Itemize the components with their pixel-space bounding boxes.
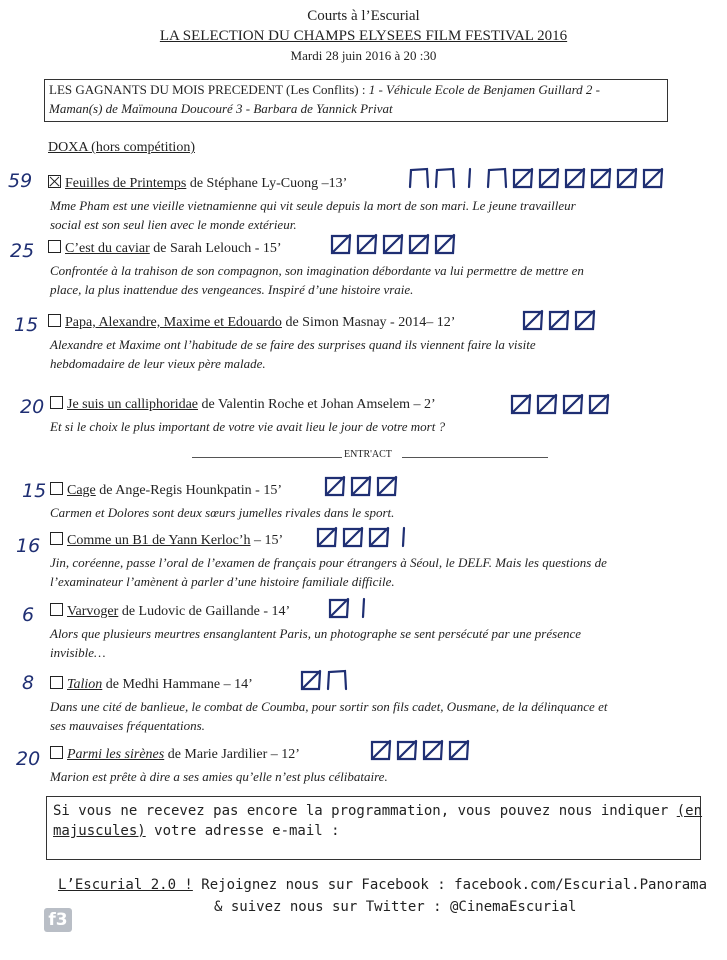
tally-mark	[420, 738, 446, 762]
film-entry	[0, 668, 727, 738]
film-description-line-1: Jin, coréenne, passe l’oral de l’examen de français pour étrangers à Séoul, le DELF. Mais les questions de	[50, 555, 607, 570]
facebook-text: Rejoignez nous sur Facebook : facebook.com/Escurial.Panorama	[192, 877, 708, 893]
vote-checkbox[interactable]	[50, 532, 63, 545]
vote-checkbox[interactable]	[50, 482, 63, 495]
film-description-line-2: hebdomadaire de leur vieux père malade.	[50, 356, 266, 371]
tally-mark	[484, 166, 510, 190]
film-title: C’est du caviar	[65, 241, 150, 256]
film-credit: de Stéphane Ly-Cuong –13’	[186, 176, 348, 191]
tally-mark	[322, 474, 348, 498]
film-title: Talion	[67, 677, 103, 692]
tally-mark	[432, 232, 458, 256]
venue-title: Courts à l’Escurial	[307, 8, 420, 24]
film-credit: de Sarah Lelouch - 15’	[149, 241, 282, 256]
tally-mark	[392, 525, 418, 549]
film-credit: de Ange-Regis Hounkpatin - 15’	[95, 483, 283, 498]
film-description-line-1: Alexandre et Maxime ont l’habitude de se faire des surprises quand ils viennent faire la visite	[50, 337, 536, 352]
tally-mark	[508, 392, 534, 416]
tally-mark	[546, 308, 572, 332]
tally-mark	[458, 166, 484, 190]
tally-mark	[572, 308, 598, 332]
film-description-line-1: Confrontée à la trahison de son compagnon, son imagination débordante va lui permettre de mettre en	[50, 263, 584, 278]
tally-mark	[340, 525, 366, 549]
tally-marks	[368, 738, 472, 762]
tally-marks	[314, 525, 418, 549]
winners-line-1: 1 - Véhicule Ecole de Benjamen Guillard 2 -	[368, 82, 600, 97]
film-title: Papa, Alexandre, Maxime et Edouardo	[65, 315, 282, 330]
tally-mark	[586, 392, 612, 416]
winners-box	[44, 79, 668, 122]
tally-mark	[326, 596, 352, 620]
film-description-line-1: Alors que plusieurs meurtres ensanglantent Paris, un photographe se sent persécuté par une présence	[50, 626, 582, 641]
film-entry	[0, 472, 727, 522]
film-entry	[0, 738, 727, 788]
doxa-section-title: DOXA (hors compétition)	[48, 140, 195, 155]
tally-mark	[352, 596, 378, 620]
tally-mark	[328, 232, 354, 256]
film-description-line-2: l’examinateur l’amènent à parler d’une histoire familiale difficile.	[50, 574, 395, 589]
email-request-text: Si vous ne recevez pas encore la programmation, vous pouvez nous indiquer	[53, 803, 677, 819]
screening-date: Mardi 28 juin 2016 à 20 :30	[290, 48, 437, 63]
film-title: Parmi les sirènes	[67, 747, 165, 762]
tally-mark	[432, 166, 458, 190]
film-credit: de Ludovic de Gaillande - 14’	[118, 604, 291, 619]
tally-mark	[406, 232, 432, 256]
tally-marks	[520, 308, 598, 332]
winners-line-2: Maman(s) de Maïmouna Doucouré 3 - Barbara de Yannick Privat	[49, 101, 393, 116]
handwritten-score: 20	[16, 748, 41, 770]
tally-marks	[508, 392, 612, 416]
film-credit: de Marie Jardilier – 12’	[164, 747, 300, 762]
tally-mark	[314, 525, 340, 549]
vote-checkbox[interactable]	[48, 175, 61, 188]
tally-mark	[640, 166, 666, 190]
divider-right	[402, 457, 548, 458]
intermission-label: ENTR'ACT	[344, 449, 392, 460]
film-description-line-1: Dans une cité de banlieue, le combat de Coumba, pour sortir son fils cadet, Ousmane, de la délinquance et	[50, 699, 608, 714]
film-entry	[0, 306, 727, 376]
film-entry	[0, 390, 727, 440]
winners-label: LES GAGNANTS DU MOIS PRECEDENT	[49, 82, 283, 97]
film-title: Cage	[67, 483, 96, 498]
film-description-line-2: ses mauvaises fréquentations.	[50, 718, 205, 733]
tally-mark	[298, 668, 324, 692]
handwritten-score: 6	[22, 604, 35, 626]
handwritten-score: 59	[8, 170, 33, 192]
tally-mark	[348, 474, 374, 498]
film-entry	[0, 230, 727, 300]
film-description-line-2: place, la plus inattendue des vengeances. Inspiré d’une histoire vraie.	[50, 282, 414, 297]
tally-mark	[536, 166, 562, 190]
email-request-box	[46, 796, 701, 860]
handwritten-score: 20	[20, 396, 45, 418]
film-entry	[0, 594, 727, 664]
tally-mark	[374, 474, 400, 498]
film-title: Comme un B1 de Yann Kerloc’h	[67, 533, 251, 548]
facebook-icon[interactable]: f3	[44, 908, 72, 932]
tally-mark	[324, 668, 350, 692]
vote-checkbox[interactable]	[48, 240, 61, 253]
tally-marks	[406, 166, 666, 190]
film-description-line-1: Mme Pham est une vieille vietnamienne qui vit seule depuis la mort de son mari. Le jeune travailleur	[50, 198, 576, 213]
vote-checkbox[interactable]	[50, 676, 63, 689]
vote-checkbox[interactable]	[48, 314, 61, 327]
handwritten-score: 15	[14, 314, 39, 336]
film-entry	[0, 525, 727, 595]
tally-mark	[510, 166, 536, 190]
email-request-en: (en	[676, 803, 703, 819]
film-title: Je suis un calliphoridae	[67, 397, 199, 412]
film-description-line-1: Marion est prête à dire a ses amies qu’elle n’est plus célibataire.	[50, 769, 388, 784]
vote-checkbox[interactable]	[50, 746, 63, 759]
festival-title: LA SELECTION DU CHAMPS ELYSEES FILM FESTIVAL 2016	[159, 28, 568, 44]
film-title: Feuilles de Printemps	[65, 176, 187, 191]
tally-mark	[520, 308, 546, 332]
film-description-line-1: Carmen et Dolores sont deux sœurs jumelles rivales dans le sport.	[50, 505, 395, 520]
film-entry	[0, 162, 727, 232]
film-description-line-1: Et si le choix le plus important de votre vie avait lieu le jour de votre mort ?	[50, 419, 446, 434]
tally-mark	[406, 166, 432, 190]
film-description-line-2: invisible…	[50, 645, 106, 660]
handwritten-score: 16	[16, 535, 41, 557]
film-credit: de Valentin Roche et Johan Amselem – 2’	[198, 397, 436, 412]
email-request-label: votre adresse e-mail :	[145, 823, 340, 839]
email-request-majuscules: majuscules)	[53, 823, 146, 839]
handwritten-score: 8	[22, 672, 35, 694]
handwritten-score: 15	[22, 480, 47, 502]
winners-theme: (Les Conflits) :	[286, 82, 366, 97]
tally-mark	[562, 166, 588, 190]
film-title: Varvoger	[67, 604, 119, 619]
vote-checkbox[interactable]	[50, 396, 63, 409]
tally-marks	[328, 232, 458, 256]
tally-mark	[366, 525, 392, 549]
tally-mark	[534, 392, 560, 416]
tally-mark	[354, 232, 380, 256]
escurial-link[interactable]: L’Escurial 2.0 !	[58, 877, 193, 893]
tally-mark	[560, 392, 586, 416]
tally-mark	[588, 166, 614, 190]
twitter-text: & suivez nous sur Twitter : @CinemaEscurial	[214, 899, 577, 915]
tally-marks	[298, 668, 350, 692]
film-credit: – 15’	[250, 533, 284, 548]
tally-marks	[322, 474, 400, 498]
film-description-line-2: social est son seul lien avec le monde extérieur.	[50, 217, 297, 232]
handwritten-score: 25	[10, 240, 35, 262]
divider-left	[192, 457, 342, 458]
tally-marks	[326, 596, 378, 620]
film-credit: de Medhi Hammane – 14’	[102, 677, 253, 692]
tally-mark	[394, 738, 420, 762]
tally-mark	[368, 738, 394, 762]
vote-checkbox[interactable]	[50, 603, 63, 616]
film-credit: de Simon Masnay - 2014– 12’	[281, 315, 456, 330]
tally-mark	[614, 166, 640, 190]
tally-mark	[446, 738, 472, 762]
tally-mark	[380, 232, 406, 256]
